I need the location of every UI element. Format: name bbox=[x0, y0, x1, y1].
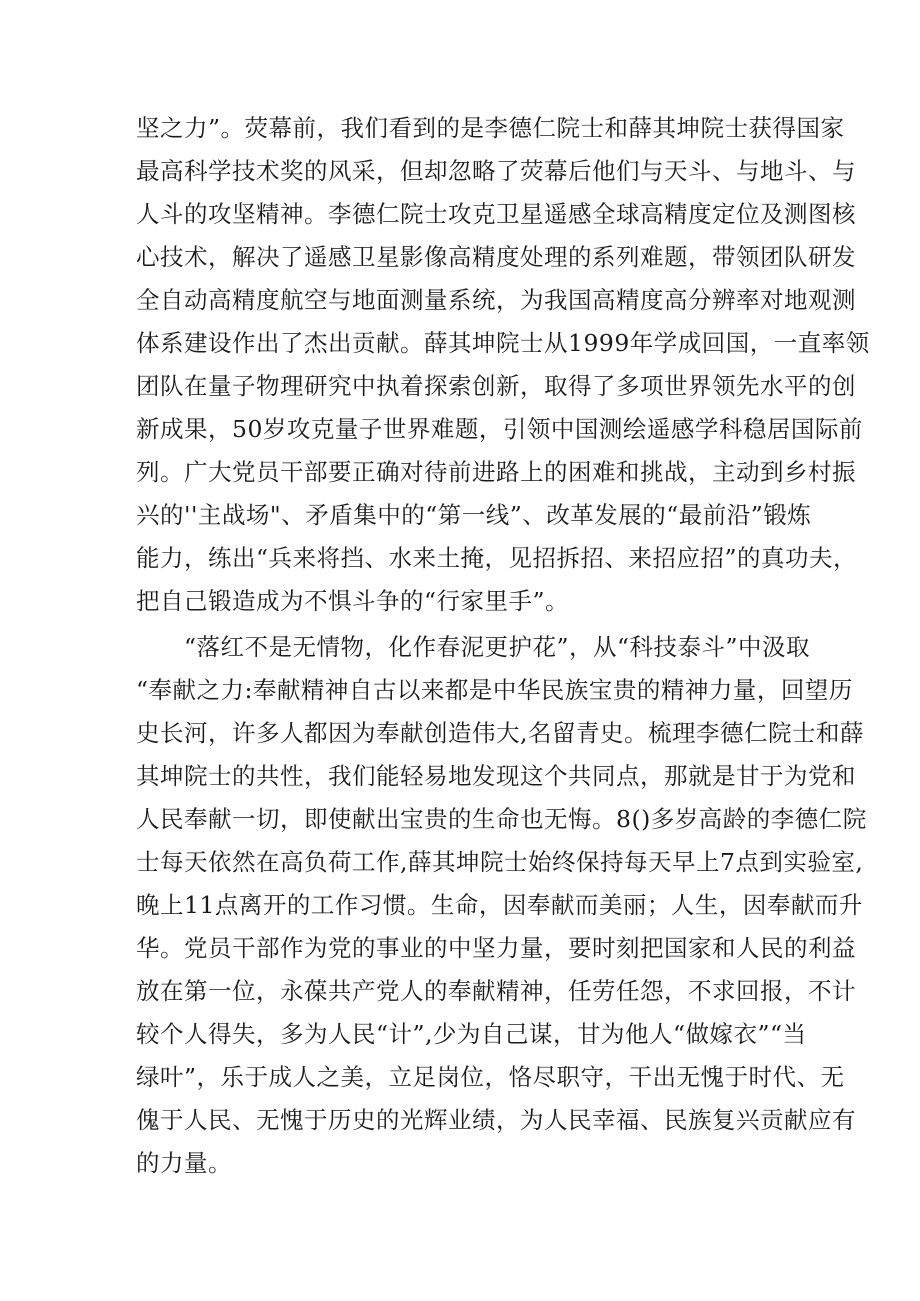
text-line: 的力量。 bbox=[136, 1149, 232, 1177]
text-line: 全自动高精度航空与地面测量系统，为我国高精度高分辨率对地观测 bbox=[136, 286, 856, 314]
text-line: 人斗的攻坚精神。李德仁院士攻克卫星遥感全球高精度定位及测图核 bbox=[136, 200, 856, 228]
text-line: 心技术，解决了遥感卫星影像高精度处理的系列难题，带领团队研发 bbox=[136, 243, 856, 271]
text-line: 把自己锻造成为不惧斗争的“行家里手”。 bbox=[136, 587, 570, 615]
text-line: 坚之力”。荧幕前，我们看到的是李德仁院士和薛其坤院士获得国家 bbox=[136, 114, 845, 142]
text-line: 放在第一位，永葆共产党人的奉献精神，任劳任怨，不求回报，不计 bbox=[136, 977, 856, 1005]
text-line: 最高科学技术奖的风采，但却忽略了荧幕后他们与天斗、与地斗、与 bbox=[136, 157, 856, 185]
text-line: 绿叶”，乐于成人之美，立足岗位，恪尽职守，干出无愧于时代、无 bbox=[136, 1063, 845, 1091]
text-line: 华。党员干部作为党的事业的中坚力量，要时刻把国家和人民的利益 bbox=[136, 934, 856, 962]
text-line: 新成果，50岁攻克量子世界难题，引领中国测绘遥感学科稳居国际前 bbox=[136, 415, 863, 443]
text-line: 士每天依然在高负荷工作,薛其坤院士始终保持每天早上7点到实验室, bbox=[136, 848, 864, 876]
text-line: 能力，练出“兵来将挡、水来土掩，见招拆招、来招应招”的真功夫， bbox=[136, 544, 858, 572]
text-line: “奉献之力:奉献精神自古以来都是中华民族宝贵的精神力量，回望历 bbox=[136, 676, 853, 704]
text-line: 其坤院士的共性，我们能轻易地发现这个共同点，那就是甘于为党和 bbox=[136, 762, 856, 790]
text-line: 体系建设作出了杰出贡献。薛其坤院士从1999年学成回国，一直率领 bbox=[136, 329, 870, 357]
text-line: 晚上11点离开的工作习惯。生命，因奉献而美丽；人生，因奉献而升 bbox=[136, 891, 863, 919]
text-line: 团队在量子物理研究中执着探索创新，取得了多项世界领先水平的创 bbox=[136, 372, 856, 400]
text-line: “落红不是无情物，化作春泥更护花”，从“科技泰斗”中汲取 bbox=[184, 633, 811, 661]
text-line: 人民奉献一切，即使献出宝贵的生命也无悔。8()多岁高龄的李德仁院 bbox=[136, 805, 867, 833]
text-line: 较个人得失，多为人民“计”,少为自己谋，甘为他人“做嫁衣”“当 bbox=[136, 1020, 807, 1048]
text-line: 兴的''主战场"、矛盾集中的“第一线”、改革发展的“最前沿”锻炼 bbox=[136, 501, 812, 529]
text-line: 列。广大党员干部要正确对待前进路上的困难和挑战，主动到乡村振 bbox=[136, 458, 856, 486]
text-line: 傀于人民、无愧于历史的光辉业绩，为人民幸福、民族复兴贡献应有 bbox=[136, 1106, 856, 1134]
text-line: 史长河，许多人都因为奉献创造伟大,名留青史。梳理李德仁院士和薛 bbox=[136, 719, 864, 747]
